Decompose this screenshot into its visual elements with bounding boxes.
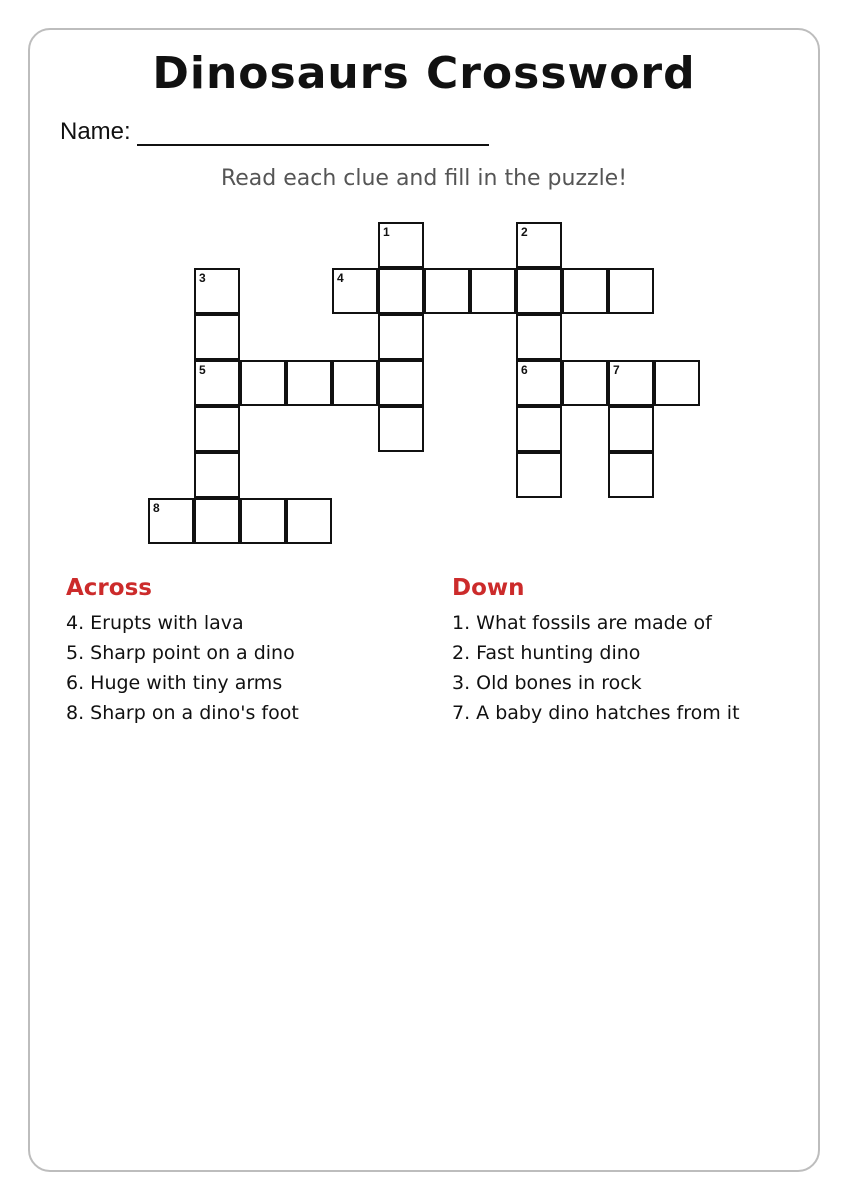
crossword-cell[interactable] [332,268,378,314]
crossword-cell[interactable] [148,498,194,544]
crossword-cell[interactable] [608,406,654,452]
down-heading: Down [452,575,525,601]
crossword-cell[interactable] [194,498,240,544]
crossword-cell[interactable] [378,314,424,360]
crossword-cell[interactable] [516,222,562,268]
clue-number: 6 [521,363,528,377]
crossword-cell[interactable] [562,360,608,406]
across-clue: 8. Sharp on a dino's foot [66,702,299,724]
crossword-cell[interactable] [194,406,240,452]
crossword-cell[interactable] [608,268,654,314]
instructions: Read each clue and fill in the puzzle! [220,166,628,191]
down-clue: 1. What fossils are made of [452,612,712,634]
crossword-cell[interactable] [378,222,424,268]
clue-number: 7 [613,363,620,377]
clue-number: 4 [337,271,344,285]
crossword-cell[interactable] [608,360,654,406]
crossword-cell[interactable] [332,360,378,406]
crossword-cell[interactable] [194,268,240,314]
clue-number: 2 [521,225,528,239]
down-clue: 7. A baby dino hatches from it [452,702,740,724]
clue-number: 1 [383,225,390,239]
crossword-cell[interactable] [516,314,562,360]
down-clue: 3. Old bones in rock [452,672,642,694]
name-label: Name: [60,118,131,145]
across-clue: 6. Huge with tiny arms [66,672,283,694]
crossword-cell[interactable] [378,268,424,314]
clue-number: 5 [199,363,206,377]
crossword-cell[interactable] [194,360,240,406]
across-clue: 5. Sharp point on a dino [66,642,295,664]
crossword-cell[interactable] [424,268,470,314]
clue-number: 3 [199,271,206,285]
crossword-cell[interactable] [562,268,608,314]
crossword-cell[interactable] [378,360,424,406]
down-clue-list [452,608,740,728]
crossword-cell[interactable] [608,452,654,498]
across-clue-list [66,608,299,728]
crossword-cell[interactable] [286,498,332,544]
crossword-cell[interactable] [240,498,286,544]
crossword-cell[interactable] [286,360,332,406]
crossword-cell[interactable] [378,406,424,452]
page-title: Dinosaurs Crossword [152,48,696,99]
across-clue: 4. Erupts with lava [66,612,244,634]
crossword-cell[interactable] [470,268,516,314]
crossword-cell[interactable] [194,452,240,498]
crossword-cell[interactable] [240,360,286,406]
crossword-cell[interactable] [516,268,562,314]
crossword-cell[interactable] [516,406,562,452]
crossword-cell[interactable] [194,314,240,360]
clue-number: 8 [153,501,160,515]
crossword-cell[interactable] [654,360,700,406]
crossword-cell[interactable] [516,360,562,406]
across-heading: Across [66,575,152,601]
down-clue: 2. Fast hunting dino [452,642,641,664]
crossword-cell[interactable] [516,452,562,498]
